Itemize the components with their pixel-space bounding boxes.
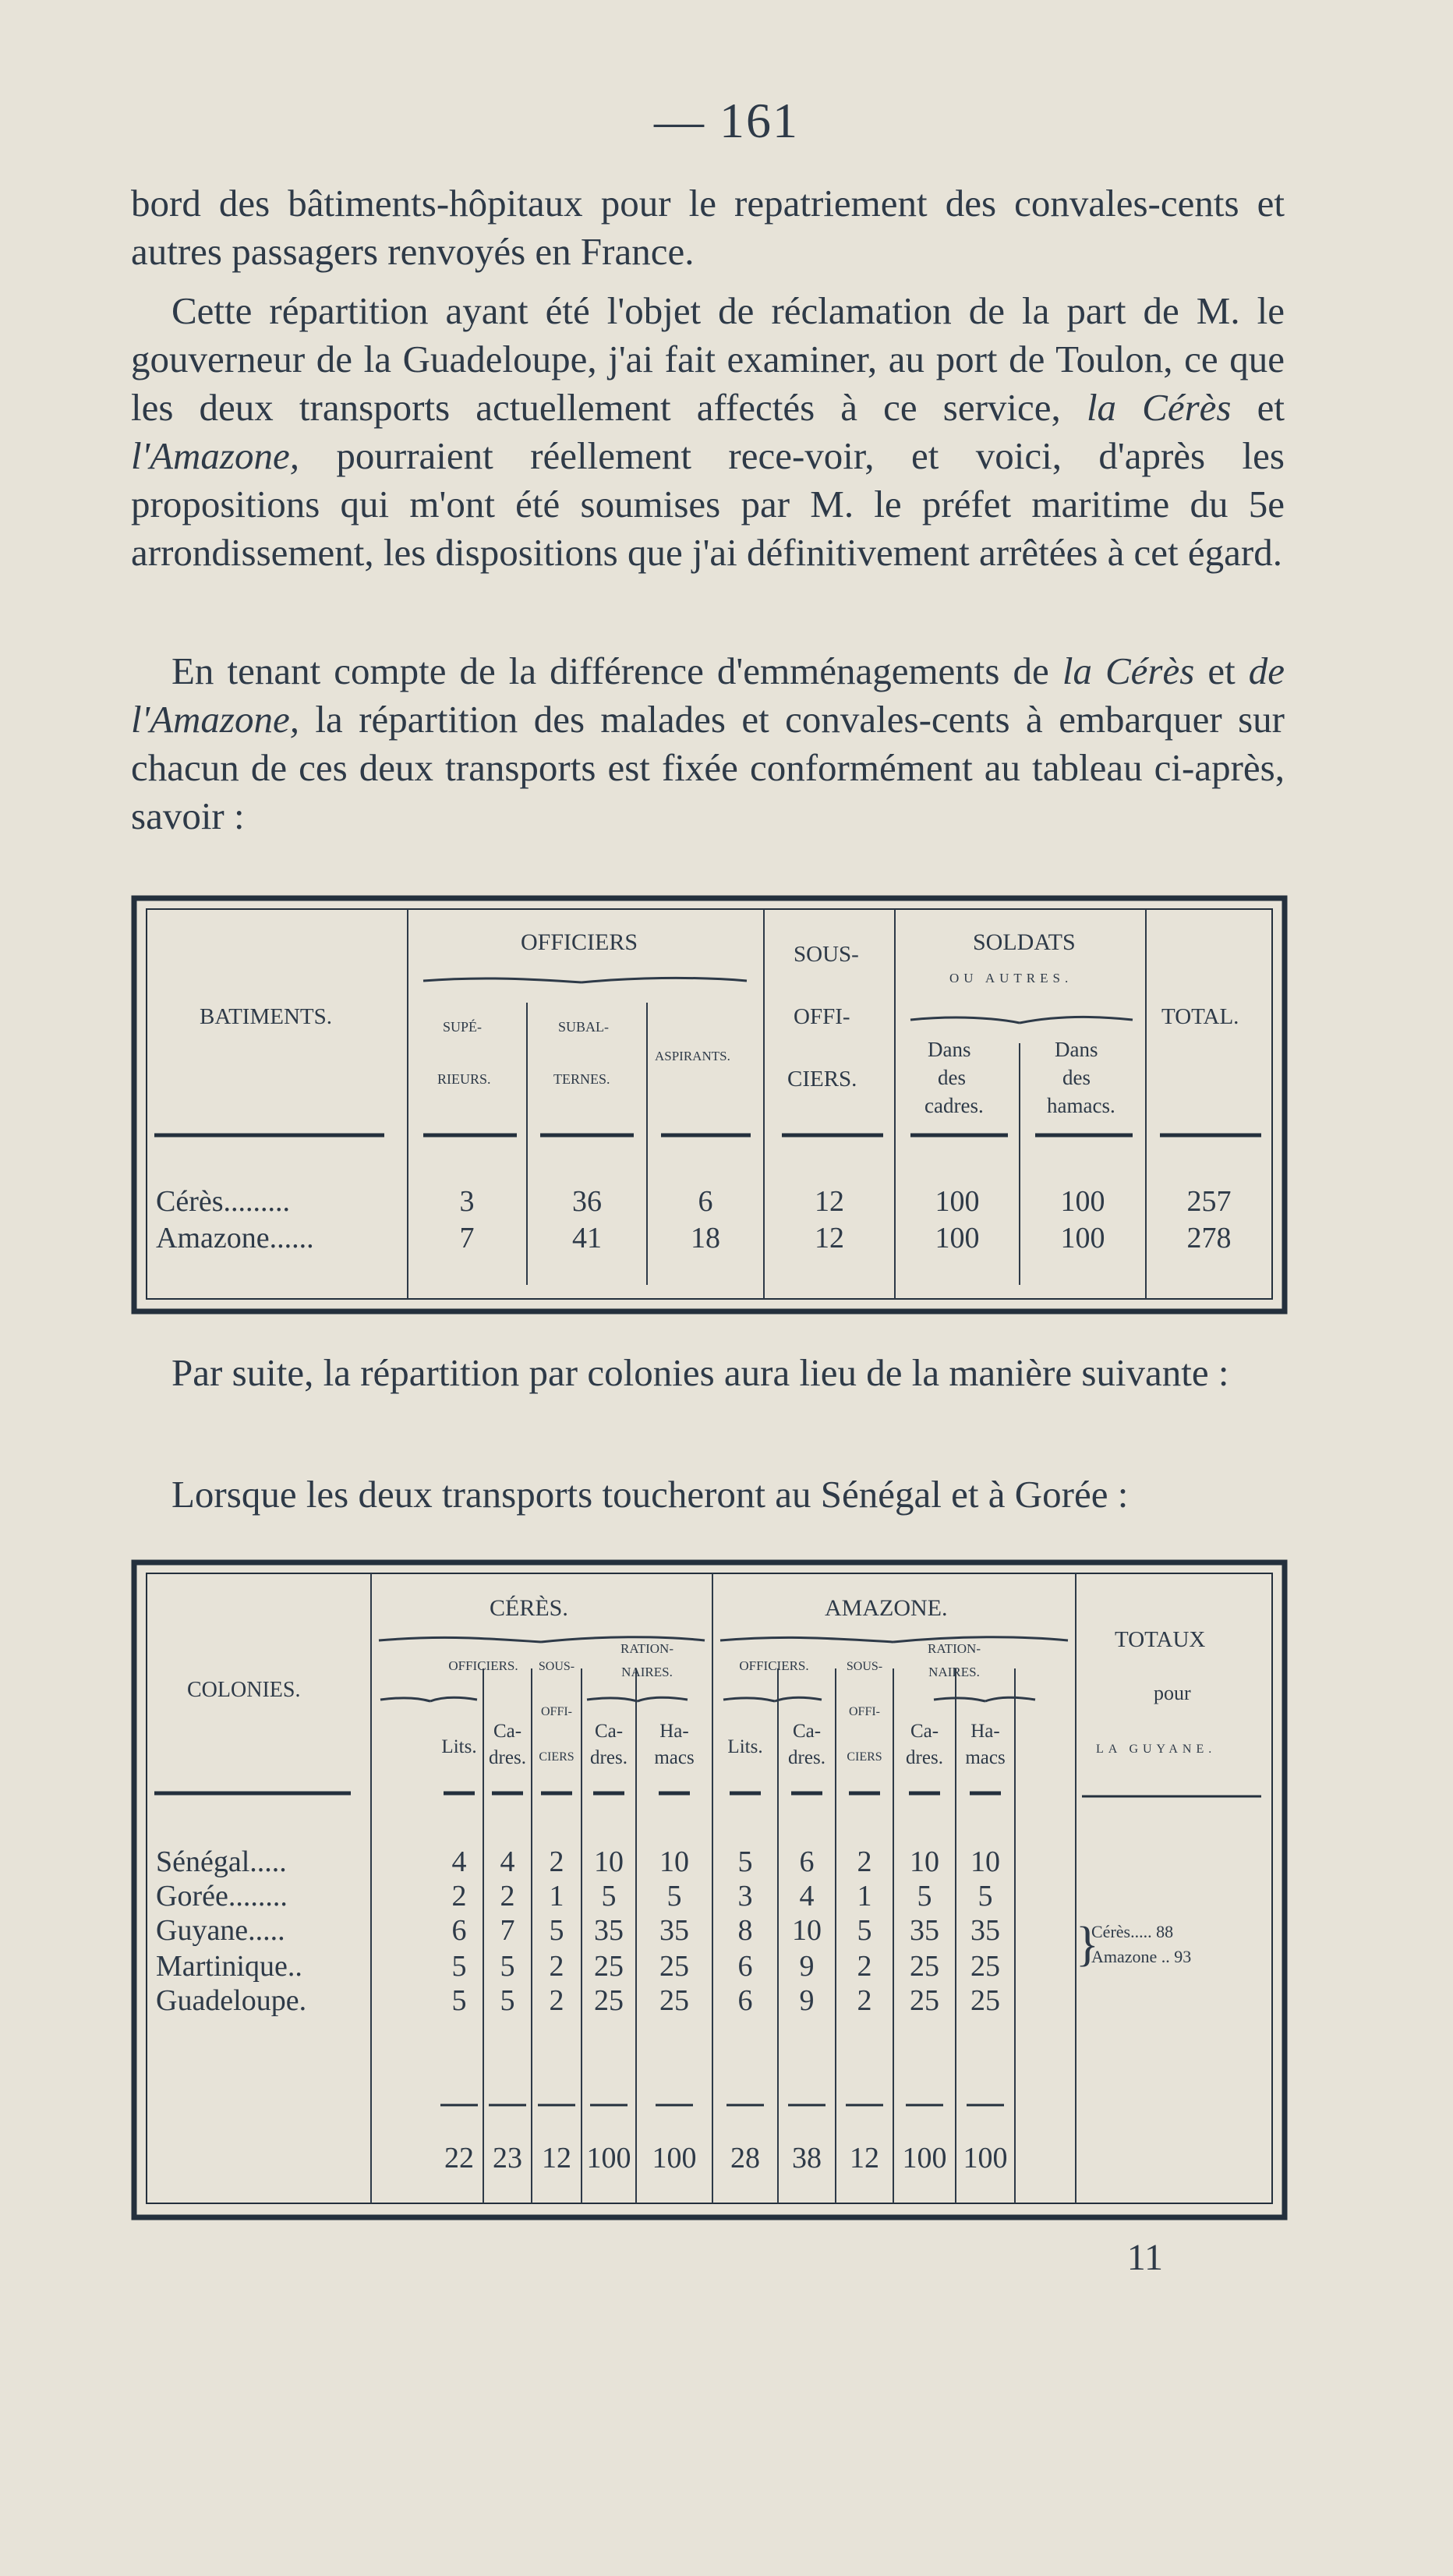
guyane-total-amazone: Amazone .. 93 bbox=[1091, 1947, 1192, 1966]
paragraph-2: Cette répartition ayant été l'objet de réclamation de la part de M. le gouverneur de la Guadeloupe, j'ai fait examiner, au port de Toulon, ce que les deux transports actuellement affectés à ce service, la Cérès et l'Amazone, pourraient réellement rece-voir, et voici, d'après les propositions qui m'ont été soumises par M. le préfet maritime du 5e arrondissement, les dispositions que j'ai définitivement arrêtées à cet égard. bbox=[131, 289, 1285, 574]
colonies-table bbox=[131, 1559, 1288, 2220]
cell-value: 2 bbox=[857, 1950, 872, 1983]
table-row bbox=[156, 1950, 1000, 1983]
table-row bbox=[156, 1880, 993, 1913]
header-colonies: COLONIES. bbox=[187, 1678, 301, 1702]
cell-value: 35 bbox=[910, 1914, 939, 1947]
cell-superieurs: 7 bbox=[459, 1222, 475, 1254]
header-sous-officiers: CIERS bbox=[847, 1750, 882, 1764]
cell-value: 25 bbox=[970, 1950, 1000, 1983]
cell-value: 3 bbox=[737, 1880, 753, 1913]
cell-value: 2 bbox=[500, 1880, 515, 1913]
cell-value: 25 bbox=[594, 1984, 624, 2017]
cell-value: 5 bbox=[451, 1984, 467, 2017]
cell-total: 28 bbox=[730, 2142, 760, 2174]
cell-value: 6 bbox=[799, 1845, 815, 1878]
header-aspirants: ASPIRANTS. bbox=[655, 1049, 730, 1063]
header-sub: Ca- bbox=[792, 1721, 822, 1742]
header-hamacs-2: des bbox=[1062, 1066, 1091, 1089]
guyane-brace: } bbox=[1076, 1918, 1099, 1971]
cell-value: 6 bbox=[737, 1984, 753, 2017]
paragraph-1: bord des bâtiments-hôpitaux pour le repatriement des convales-cents et autres passagers renvoyés en France. bbox=[131, 182, 1285, 273]
header-subalternes-1: SUBAL- bbox=[558, 1019, 610, 1035]
header-sous-officiers: OFFI- bbox=[848, 1705, 881, 1718]
cell-total: 12 bbox=[542, 2142, 571, 2174]
header-sub: macs bbox=[654, 1747, 695, 1768]
header-ceres: CÉRÈS. bbox=[490, 1595, 568, 1621]
header-cadres-3: cadres. bbox=[924, 1094, 984, 1117]
header-la-guyane: LA GUYANE. bbox=[1096, 1743, 1217, 1756]
cell-value: 25 bbox=[910, 1984, 939, 2017]
cell-value: 6 bbox=[451, 1914, 467, 1947]
header-sub: macs bbox=[965, 1747, 1006, 1768]
cell-value: 10 bbox=[594, 1845, 624, 1878]
cell-cadres: 100 bbox=[935, 1222, 980, 1254]
cell-value: 2 bbox=[451, 1880, 467, 1913]
cell-value: 10 bbox=[659, 1845, 689, 1878]
cell-value: 1 bbox=[857, 1880, 872, 1913]
row-name: Amazone...... bbox=[156, 1222, 314, 1254]
header-cadres-2: des bbox=[938, 1066, 966, 1089]
header-superieurs-2: RIEURS. bbox=[437, 1071, 491, 1087]
cell-total: 257 bbox=[1186, 1185, 1232, 1218]
header-subalternes-2: TERNES. bbox=[553, 1071, 610, 1087]
header-rationnaires: NAIRES. bbox=[928, 1665, 980, 1679]
cell-value: 4 bbox=[799, 1880, 815, 1913]
cell-value: 5 bbox=[917, 1880, 932, 1913]
cell-aspirants: 6 bbox=[698, 1185, 713, 1218]
cell-value: 5 bbox=[978, 1880, 993, 1913]
cell-value: 2 bbox=[857, 1845, 872, 1878]
cell-sous-officiers: 12 bbox=[815, 1185, 844, 1218]
header-sub: dres. bbox=[590, 1747, 628, 1768]
cell-total: 12 bbox=[850, 2142, 879, 2174]
header-rationnaires: NAIRES. bbox=[621, 1665, 673, 1679]
cell-value: 5 bbox=[737, 1845, 753, 1878]
header-sub: Ca- bbox=[594, 1721, 624, 1742]
cell-value: 10 bbox=[792, 1914, 822, 1947]
cell-value: 6 bbox=[737, 1950, 753, 1983]
header-sous-officiers-3: CIERS. bbox=[787, 1067, 857, 1092]
cell-value: 10 bbox=[970, 1845, 1000, 1878]
cell-total: 38 bbox=[792, 2142, 822, 2174]
cell-aspirants: 18 bbox=[691, 1222, 720, 1254]
header-pour: pour bbox=[1154, 1682, 1191, 1704]
header-cadres-1: Dans bbox=[928, 1038, 971, 1061]
page-number: — 161 bbox=[654, 93, 799, 148]
cell-subalternes: 41 bbox=[572, 1222, 602, 1254]
cell-superieurs: 3 bbox=[459, 1185, 475, 1218]
cell-value: 25 bbox=[659, 1984, 689, 2017]
row-name: Gorée........ bbox=[156, 1880, 288, 1913]
cell-value: 25 bbox=[910, 1950, 939, 1983]
header-superieurs-1: SUPÉ- bbox=[443, 1019, 483, 1035]
cell-subalternes: 36 bbox=[572, 1185, 602, 1218]
header-officiers: OFFICIERS. bbox=[448, 1658, 518, 1673]
cell-value: 8 bbox=[737, 1914, 753, 1947]
cell-value: 5 bbox=[601, 1880, 617, 1913]
cell-value: 35 bbox=[594, 1914, 624, 1947]
cell-value: 5 bbox=[857, 1914, 872, 1947]
header-hamacs-1: Dans bbox=[1055, 1038, 1098, 1061]
header-amazone: AMAZONE. bbox=[825, 1595, 948, 1621]
cell-total: 23 bbox=[493, 2142, 522, 2174]
table-row bbox=[156, 1984, 1000, 2017]
header-sous-officiers: OFFI- bbox=[540, 1705, 573, 1718]
header-batiments: BATIMENTS. bbox=[200, 1004, 332, 1029]
table-row bbox=[156, 1845, 1000, 1878]
cell-value: 25 bbox=[659, 1950, 689, 1983]
header-sous-officiers: SOUS- bbox=[846, 1660, 883, 1673]
header-soldats: SOLDATS bbox=[973, 929, 1076, 955]
header-officiers: OFFICIERS bbox=[521, 929, 638, 955]
cell-total: 22 bbox=[444, 2142, 474, 2174]
row-name: Sénégal..... bbox=[156, 1845, 287, 1878]
cell-value: 4 bbox=[451, 1845, 467, 1878]
cell-total: 100 bbox=[586, 2142, 631, 2174]
header-sub: dres. bbox=[489, 1747, 526, 1768]
cell-hamacs: 100 bbox=[1060, 1185, 1105, 1218]
cell-value: 25 bbox=[970, 1984, 1000, 2017]
header-sub: Lits. bbox=[727, 1736, 763, 1757]
cell-value: 1 bbox=[549, 1880, 564, 1913]
cell-total: 100 bbox=[902, 2142, 947, 2174]
table-row bbox=[156, 1914, 1000, 1947]
header-sub: dres. bbox=[906, 1747, 943, 1768]
header-hamacs-3: hamacs. bbox=[1047, 1094, 1115, 1117]
paragraph-5: Lorsque les deux transports toucheront au Sénégal et à Gorée : bbox=[171, 1473, 1129, 1516]
cell-value: 2 bbox=[857, 1984, 872, 2017]
paragraph-3: En tenant compte de la différence d'emménagements de la Cérès et de l'Amazone, la répartition des malades et convales-cents à embarquer sur chacun de ces deux transports est fixée conformément au tableau ci-après, savoir : bbox=[131, 649, 1285, 837]
cell-value: 35 bbox=[970, 1914, 1000, 1947]
cell-total: 278 bbox=[1186, 1222, 1232, 1254]
row-name: Martinique.. bbox=[156, 1950, 302, 1983]
cell-total: 100 bbox=[963, 2142, 1008, 2174]
totals-row bbox=[444, 2142, 1008, 2174]
guyane-total-ceres: Cérès..... 88 bbox=[1091, 1922, 1174, 1941]
header-totaux: TOTAUX bbox=[1115, 1627, 1206, 1652]
header-rationnaires: RATION- bbox=[620, 1641, 673, 1656]
cell-value: 4 bbox=[500, 1845, 515, 1878]
row-name: Guadeloupe. bbox=[156, 1984, 307, 2017]
header-sous-officiers-2: OFFI- bbox=[794, 1004, 850, 1029]
cell-value: 35 bbox=[659, 1914, 689, 1947]
ships-table bbox=[131, 895, 1288, 1315]
cell-value: 25 bbox=[594, 1950, 624, 1983]
header-sub: Ca- bbox=[910, 1721, 939, 1742]
cell-cadres: 100 bbox=[935, 1185, 980, 1218]
cell-sous-officiers: 12 bbox=[815, 1222, 844, 1254]
cell-value: 10 bbox=[910, 1845, 939, 1878]
cell-value: 5 bbox=[500, 1950, 515, 1983]
table-row bbox=[156, 1185, 1232, 1218]
cell-value: 2 bbox=[549, 1950, 564, 1983]
cell-value: 9 bbox=[799, 1950, 815, 1983]
header-sub: Ca- bbox=[493, 1721, 522, 1742]
header-total: TOTAL. bbox=[1161, 1004, 1239, 1029]
cell-hamacs: 100 bbox=[1060, 1222, 1105, 1254]
header-sous-officiers: CIERS bbox=[539, 1750, 574, 1764]
header-ou-autres: OU AUTRES. bbox=[949, 971, 1073, 985]
signature-mark: 11 bbox=[1126, 2237, 1163, 2278]
cell-value: 9 bbox=[799, 1984, 815, 2017]
cell-value: 5 bbox=[549, 1914, 564, 1947]
cell-value: 5 bbox=[666, 1880, 682, 1913]
row-name: Cérès......... bbox=[156, 1185, 291, 1218]
cell-value: 7 bbox=[500, 1914, 515, 1947]
header-rationnaires: RATION- bbox=[928, 1641, 981, 1656]
header-sub: Ha- bbox=[970, 1721, 1000, 1742]
header-sub: dres. bbox=[788, 1747, 825, 1768]
header-sub: Ha- bbox=[659, 1721, 689, 1742]
header-officiers: OFFICIERS. bbox=[739, 1658, 809, 1673]
cell-value: 2 bbox=[549, 1984, 564, 2017]
header-sub: Lits. bbox=[441, 1736, 477, 1757]
table-row bbox=[156, 1222, 1232, 1254]
row-name: Guyane..... bbox=[156, 1914, 285, 1947]
header-sous-officiers: SOUS- bbox=[538, 1660, 575, 1673]
header-sous-officiers-1: SOUS- bbox=[794, 942, 859, 967]
cell-value: 2 bbox=[549, 1845, 564, 1878]
paragraph-4: Par suite, la répartition par colonies aura lieu de la manière suivante : bbox=[171, 1351, 1229, 1394]
cell-value: 5 bbox=[451, 1950, 467, 1983]
cell-total: 100 bbox=[652, 2142, 697, 2174]
cell-value: 5 bbox=[500, 1984, 515, 2017]
